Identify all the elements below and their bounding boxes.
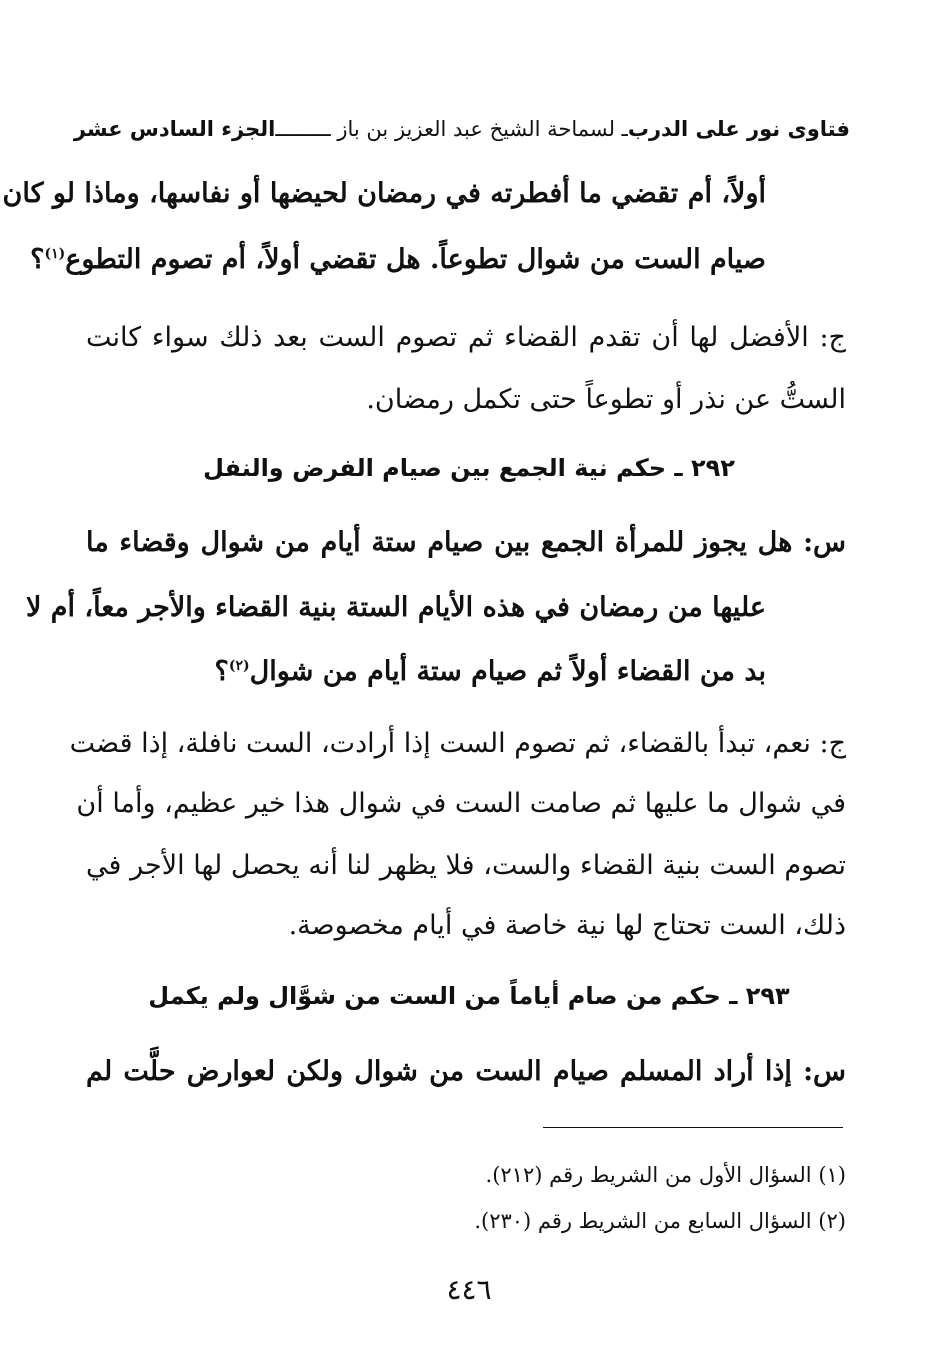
question-mark: ؟	[214, 656, 229, 687]
question-2-text: بد من القضاء أولاً ثم صيام ستة أيام من شوال	[249, 656, 766, 687]
question-1-line-1: أولاً، أم تقضي ما أفطرته في رمضان لحيضها أو نفاسها، وماذا لو كان	[2, 178, 766, 209]
question-2-line-3	[86, 652, 766, 692]
author-line: ـ لسماحة الشيخ عبد العزيز بن باز ـــــــــ	[275, 117, 628, 141]
question-mark: ؟	[30, 244, 45, 275]
answer-2-line-3: تصوم الست بنية القضاء والست، فلا يظهر لنا أنه يحصل لها الأجر في	[86, 850, 846, 881]
question-2-line-1: س: هل يجوز للمرأة الجمع بين صيام ستة أيام من شوال وقضاء ما	[86, 527, 846, 558]
answer-2-line-4: ذلك، الست تحتاج لها نية خاصة في أيام مخصوصة.	[288, 910, 846, 941]
answer-2-line-1: ج: نعم، تبدأ بالقضاء، ثم تصوم الست إذا أرادت، الست نافلة، إذا قضت	[69, 728, 846, 759]
footnote-ref-1: (١)	[44, 246, 66, 262]
section-heading-292: ٢٩٢ ـ حكم نية الجمع بين صيام الفرض والنفل	[203, 454, 735, 482]
section-heading-293: ٢٩٣ ـ حكم من صام أياماً من الست من شوَّال ولم يكمل	[148, 982, 790, 1010]
question-2-line-2: عليها من رمضان في هذه الأيام الستة بنية القضاء والأجر معاً، أم لا	[26, 592, 766, 623]
footnote-ref-2: (٢)	[228, 658, 250, 674]
answer-2-line-2: في شوال ما عليها ثم صامت الست في شوال هذا خير عظيم، وأما أن	[76, 788, 846, 819]
question-1-text: صيام الست من شوال تطوعاً. هل تقضي أولاً، أم تصوم التطوع	[65, 244, 766, 275]
question-1-line-2	[30, 240, 766, 280]
volume-label: الجزء السادس عشر	[73, 117, 276, 141]
answer-1-line-1: ج: الأفضل لها أن تقدم القضاء ثم تصوم الست بعد ذلك سواء كانت	[86, 322, 846, 353]
page-number: ٤٤٦	[446, 1273, 492, 1306]
footnote-2: (٢) السؤال السابع من الشريط رقم (٢٣٠).	[474, 1209, 846, 1233]
footnote-separator	[543, 1127, 843, 1128]
book-title: فتاوى نور على الدرب	[627, 117, 850, 141]
running-header	[73, 112, 850, 146]
question-3-line-1: س: إذا أراد المسلم صيام الست من شوال ولكن لعوارض حلَّت لم	[86, 1056, 846, 1087]
answer-1-line-2: الستُّ عن نذر أو تطوعاً حتى تكمل رمضان.	[366, 384, 846, 415]
footnote-1: (١) السؤال الأول من الشريط رقم (٢١٢).	[485, 1163, 846, 1187]
